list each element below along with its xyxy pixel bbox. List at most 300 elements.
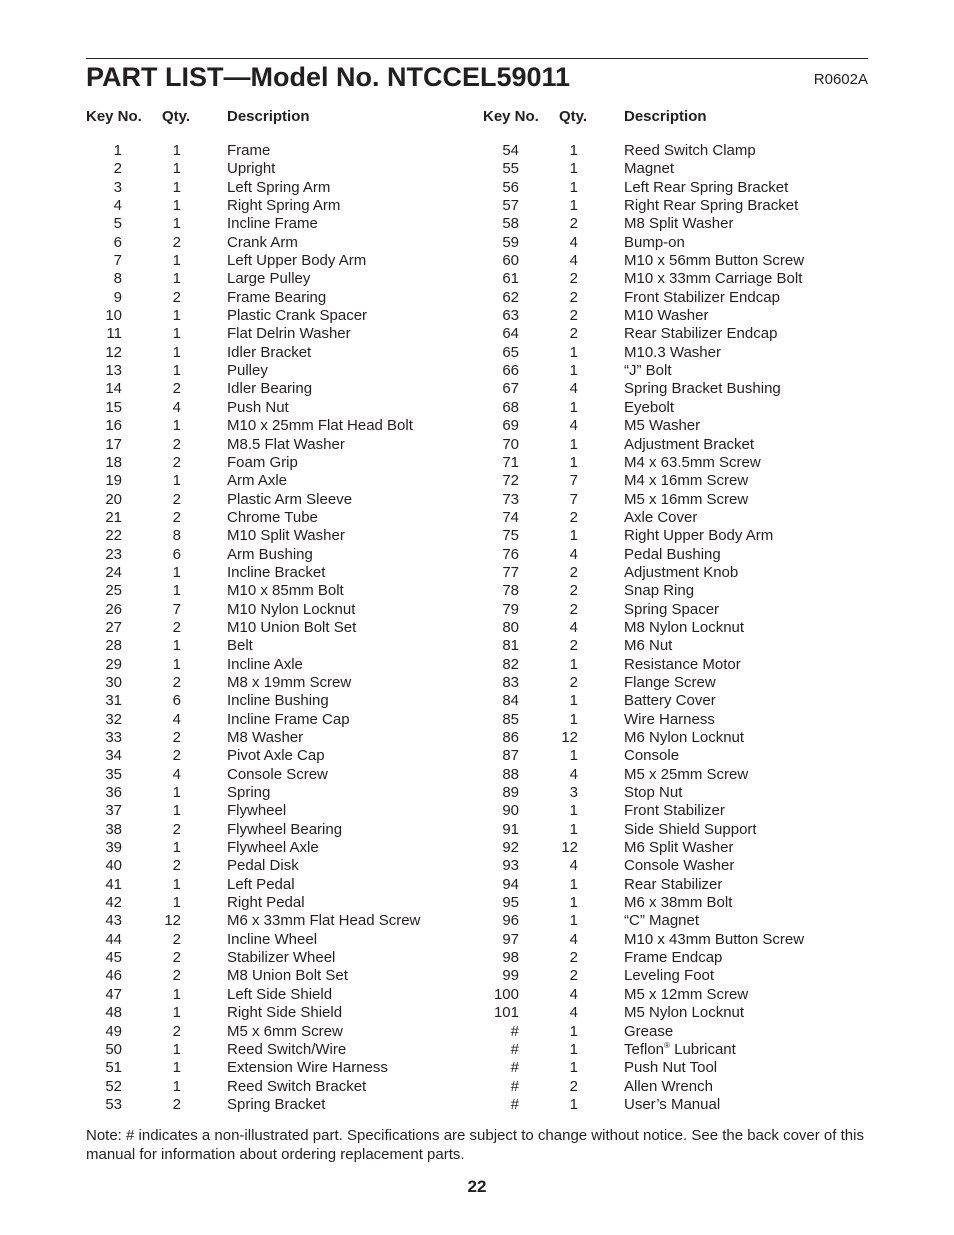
description-text: Crank Arm (227, 233, 298, 251)
description (624, 821, 757, 839)
key-number: 3 (113, 178, 122, 196)
top-rule (86, 58, 868, 59)
quantity: 1 (172, 270, 181, 288)
description (624, 509, 697, 527)
description (624, 454, 761, 472)
table-row (86, 656, 486, 674)
description-text: M6 x 33mm Flat Head Screw (227, 912, 421, 930)
description-text: M10 x 56mm Button Screw (624, 252, 805, 270)
description-text: M6 Split Washer (624, 839, 734, 857)
description (227, 711, 350, 729)
quantity: 1 (172, 563, 181, 581)
quantity: 2 (569, 637, 578, 655)
table-row (86, 986, 486, 1004)
table-row (86, 1023, 486, 1041)
table-row (483, 876, 883, 894)
quantity: 1 (172, 472, 181, 490)
quantity: 7 (172, 600, 181, 618)
table-row (483, 802, 883, 820)
description (624, 142, 756, 160)
table-row (483, 894, 883, 912)
key-number: 97 (502, 930, 519, 948)
description-text: Spring Bracket (227, 1095, 326, 1113)
description-text: Adjustment Knob (624, 563, 739, 581)
description-text: Right Pedal (227, 894, 305, 912)
table-row (483, 215, 883, 233)
description-text: M10 Union Bolt Set (227, 618, 357, 636)
header-description: Description (624, 108, 707, 125)
key-number: 16 (105, 417, 122, 435)
description-text: Pivot Axle Cap (227, 747, 325, 765)
description (227, 1059, 388, 1077)
document-number: R0602A (813, 71, 868, 88)
key-number: 26 (105, 600, 122, 618)
table-row (483, 270, 883, 288)
quantity: 4 (569, 380, 578, 398)
description-text: Console (624, 747, 680, 765)
description (624, 325, 777, 343)
quantity: 4 (569, 417, 578, 435)
description (624, 711, 715, 729)
description-text: Left Side Shield (227, 985, 333, 1003)
key-number: 63 (502, 307, 519, 325)
key-number: 80 (502, 618, 519, 636)
description-text: Allen Wrench (624, 1077, 713, 1095)
description (227, 729, 303, 747)
quantity: 2 (172, 673, 181, 691)
description-text: Spring Spacer (624, 600, 720, 618)
description-text: Upright (227, 160, 276, 178)
description (227, 307, 367, 325)
description-text: User’s Manual (624, 1095, 721, 1113)
quantity: 2 (569, 508, 578, 526)
key-number: 13 (105, 362, 122, 380)
description (624, 527, 773, 545)
description-text: Rear Stabilizer (624, 875, 723, 893)
table-row (483, 344, 883, 362)
description-text: Arm Axle (227, 472, 288, 490)
key-number: 61 (502, 270, 519, 288)
table-row (483, 289, 883, 307)
table-row (483, 380, 883, 398)
quantity: 1 (569, 747, 578, 765)
table-row (86, 160, 486, 178)
description-text: “C” Magnet (624, 912, 700, 930)
quantity: 1 (172, 252, 181, 270)
description (227, 215, 318, 233)
description (227, 656, 303, 674)
description (227, 637, 253, 655)
description (624, 802, 725, 820)
description-text: M8 Union Bolt Set (227, 967, 348, 985)
table-row (86, 491, 486, 509)
table-row (86, 252, 486, 270)
table-row (86, 417, 486, 435)
description-text: Console Washer (624, 857, 735, 875)
key-number: 41 (105, 875, 122, 893)
key-number: 89 (502, 784, 519, 802)
description (227, 967, 348, 985)
description (227, 839, 319, 857)
key-number: 64 (502, 325, 519, 343)
quantity: 1 (172, 362, 181, 380)
description-text: Foam Grip (227, 453, 298, 471)
key-number: 39 (105, 839, 122, 857)
table-row (86, 546, 486, 564)
description-text: Rear Stabilizer Endcap (624, 325, 778, 343)
description-text: Axle Cover (624, 508, 698, 526)
table-row (483, 509, 883, 527)
table-row (483, 674, 883, 692)
key-number: 29 (105, 655, 122, 673)
description-text: Leveling Foot (624, 967, 715, 985)
description (624, 967, 714, 985)
key-number: 50 (105, 1040, 122, 1058)
description-text: Chrome Tube (227, 508, 318, 526)
description (227, 1023, 343, 1041)
key-number: 18 (105, 453, 122, 471)
table-row (483, 637, 883, 655)
quantity: 1 (172, 894, 181, 912)
description-tail: Lubricant (669, 1040, 736, 1058)
key-number: 87 (502, 747, 519, 765)
description-text: M8 Nylon Locknut (624, 618, 745, 636)
table-row (86, 674, 486, 692)
key-number: 70 (502, 435, 519, 453)
quantity: 1 (569, 527, 578, 545)
quantity: 1 (172, 582, 181, 600)
table-row (483, 399, 883, 417)
table-row (86, 270, 486, 288)
quantity: 1 (172, 417, 181, 435)
description-text: “J” Bolt (624, 362, 672, 380)
description-text: M5 x 6mm Screw (227, 1022, 343, 1040)
key-number: 92 (502, 839, 519, 857)
quantity: 2 (569, 288, 578, 306)
key-number: 93 (502, 857, 519, 875)
description (624, 1096, 720, 1114)
table-row (483, 619, 883, 637)
quantity: 8 (172, 527, 181, 545)
table-row (86, 142, 486, 160)
description (227, 252, 366, 270)
key-number: 34 (105, 747, 122, 765)
quantity: 1 (172, 325, 181, 343)
description (227, 546, 313, 564)
quantity: 1 (172, 637, 181, 655)
quantity: 6 (172, 545, 181, 563)
key-number: 19 (105, 472, 122, 490)
description (227, 491, 352, 509)
table-row (86, 949, 486, 967)
description-text: Snap Ring (624, 582, 695, 600)
description-text: Bump-on (624, 233, 685, 251)
description (227, 857, 299, 875)
description (227, 509, 318, 527)
page-number: 22 (467, 1177, 487, 1196)
description-text: M4 x 16mm Screw (624, 472, 749, 490)
description-text: Side Shield Support (624, 820, 757, 838)
quantity: 2 (172, 967, 181, 985)
key-number: 65 (502, 343, 519, 361)
description-text: M5 x 25mm Screw (624, 765, 749, 783)
description (227, 894, 305, 912)
description-text: Pulley (227, 362, 268, 380)
description (624, 546, 721, 564)
table-row (86, 912, 486, 930)
key-number: 28 (105, 637, 122, 655)
description (227, 160, 275, 178)
table-row (483, 729, 883, 747)
description-text: Teflon (624, 1040, 665, 1058)
description-text: Push Nut Tool (624, 1059, 718, 1077)
description (227, 747, 325, 765)
description (227, 692, 329, 710)
table-row (86, 344, 486, 362)
description-text: Incline Bracket (227, 563, 326, 581)
description-text: Wire Harness (624, 710, 715, 728)
table-row (483, 307, 883, 325)
quantity: 2 (172, 820, 181, 838)
description (624, 894, 732, 912)
table-row (86, 564, 486, 582)
table-row (86, 234, 486, 252)
quantity: 2 (569, 1077, 578, 1095)
quantity: 2 (569, 673, 578, 691)
description (227, 472, 287, 490)
quantity: 4 (569, 233, 578, 251)
quantity: 1 (569, 894, 578, 912)
table-row (86, 289, 486, 307)
quantity: 1 (172, 1004, 181, 1022)
description (227, 1078, 366, 1096)
table-row (86, 729, 486, 747)
key-number: 23 (105, 545, 122, 563)
key-number: 36 (105, 784, 122, 802)
description-text: Push Nut (227, 398, 289, 416)
table-row (86, 1096, 486, 1114)
description (227, 289, 326, 307)
description-text: Reed Switch Clamp (624, 142, 756, 159)
description-text: M10 x 85mm Bolt (227, 582, 344, 600)
description (227, 1041, 346, 1059)
table-row (86, 325, 486, 343)
description-text: Flywheel Bearing (227, 820, 343, 838)
description (227, 142, 270, 160)
description (624, 766, 748, 784)
key-number: 94 (502, 875, 519, 893)
quantity: 1 (569, 142, 578, 159)
table-row (86, 637, 486, 655)
description-text: Incline Bushing (227, 692, 329, 710)
table-row (86, 1041, 486, 1059)
table-row (483, 986, 883, 1004)
quantity: 2 (569, 215, 578, 233)
key-number: 38 (105, 820, 122, 838)
key-number: 32 (105, 710, 122, 728)
quantity: 1 (569, 343, 578, 361)
quantity: 2 (172, 380, 181, 398)
quantity: 6 (172, 692, 181, 710)
table-row (483, 234, 883, 252)
table-row (483, 252, 883, 270)
table-row (483, 454, 883, 472)
quantity: 2 (172, 930, 181, 948)
description-text: Idler Bearing (227, 380, 313, 398)
description (624, 857, 734, 875)
key-number: 44 (105, 930, 122, 948)
quantity: 4 (172, 398, 181, 416)
quantity: 2 (172, 618, 181, 636)
table-row (483, 839, 883, 857)
description (624, 1004, 744, 1022)
description-text: Spring Bracket Bushing (624, 380, 781, 398)
key-number: 73 (502, 490, 519, 508)
description-text: Magnet (624, 160, 675, 178)
description (624, 1041, 736, 1059)
quantity: 1 (172, 142, 181, 159)
description (624, 344, 721, 362)
table-row (86, 509, 486, 527)
quantity: 2 (172, 1022, 181, 1040)
table-row (483, 1041, 883, 1059)
quantity: 1 (569, 160, 578, 178)
table-row (483, 656, 883, 674)
quantity: 1 (172, 160, 181, 178)
table-row (483, 784, 883, 802)
description-text: Front Stabilizer Endcap (624, 288, 780, 306)
table-row (86, 472, 486, 490)
key-number: # (510, 1059, 519, 1077)
description (624, 197, 798, 215)
registered-mark: ® (664, 1040, 670, 1050)
quantity: 1 (569, 912, 578, 930)
quantity: 2 (569, 600, 578, 618)
description-text: Left Rear Spring Bracket (624, 178, 789, 196)
description (624, 656, 741, 674)
description-text: Stop Nut (624, 784, 683, 802)
description (624, 784, 682, 802)
description (227, 325, 351, 343)
description (227, 949, 335, 967)
key-number: 49 (105, 1022, 122, 1040)
quantity: 1 (172, 343, 181, 361)
header-key-no: Key No. (86, 108, 142, 125)
table-row (86, 380, 486, 398)
key-number: 60 (502, 252, 519, 270)
description-text: M10 x 33mm Carriage Bolt (624, 270, 803, 288)
key-number: 27 (105, 618, 122, 636)
key-number: 17 (105, 435, 122, 453)
description-text: Incline Wheel (227, 930, 318, 948)
quantity: 1 (172, 1040, 181, 1058)
page-title: PART LIST—Model No. NTCCEL59011 (86, 62, 571, 92)
parts-column-right (483, 108, 883, 1113)
key-number: 22 (105, 527, 122, 545)
key-number: 68 (502, 398, 519, 416)
description (624, 839, 733, 857)
quantity: 1 (569, 1040, 578, 1058)
quantity: 1 (569, 1095, 578, 1113)
description (227, 344, 311, 362)
description-text: Plastic Crank Spacer (227, 307, 368, 325)
table-row (483, 931, 883, 949)
key-number: # (510, 1040, 519, 1058)
quantity: 2 (569, 325, 578, 343)
key-number: 67 (502, 380, 519, 398)
key-number: 62 (502, 288, 519, 306)
table-row (86, 766, 486, 784)
key-number: 100 (493, 985, 519, 1003)
description-text: Reed Switch/Wire (227, 1040, 347, 1058)
key-number: 82 (502, 655, 519, 673)
table-row (483, 417, 883, 435)
description-text: Resistance Motor (624, 655, 741, 673)
key-number: 25 (105, 582, 122, 600)
key-number: 31 (105, 692, 122, 710)
description-text: M10 Split Washer (227, 527, 345, 545)
description-text: Plastic Arm Sleeve (227, 490, 353, 508)
description-text: Flywheel (227, 802, 287, 820)
description (227, 784, 270, 802)
quantity: 1 (569, 1022, 578, 1040)
description (624, 1059, 717, 1077)
table-row (86, 601, 486, 619)
table-row (483, 1078, 883, 1096)
description-text: M8 x 19mm Screw (227, 673, 352, 691)
key-number: 77 (502, 563, 519, 581)
key-number: 79 (502, 600, 519, 618)
key-number: 15 (105, 398, 122, 416)
table-row (86, 857, 486, 875)
key-number: 43 (105, 912, 122, 930)
description (624, 692, 716, 710)
key-number: 40 (105, 857, 122, 875)
table-row (483, 857, 883, 875)
table-row (483, 711, 883, 729)
description-text: M6 Nut (624, 637, 673, 655)
column-header (86, 108, 486, 128)
description (624, 637, 672, 655)
description-text: Flange Screw (624, 673, 716, 691)
table-row (483, 197, 883, 215)
quantity: 2 (172, 453, 181, 471)
description (227, 527, 345, 545)
description-text: Incline Axle (227, 655, 303, 673)
quantity: 1 (172, 784, 181, 802)
table-row (86, 215, 486, 233)
description (227, 270, 310, 288)
table-row (86, 436, 486, 454)
key-number: 99 (502, 967, 519, 985)
quantity: 1 (569, 453, 578, 471)
key-number: 84 (502, 692, 519, 710)
quantity: 2 (172, 1095, 181, 1113)
quantity: 2 (569, 270, 578, 288)
description-text: Right Spring Arm (227, 197, 341, 215)
quantity: 1 (172, 1059, 181, 1077)
description-text: M10.3 Washer (624, 343, 721, 361)
quantity: 1 (172, 839, 181, 857)
table-row (86, 582, 486, 600)
quantity: 2 (569, 582, 578, 600)
key-number: 56 (502, 178, 519, 196)
quantity: 1 (172, 655, 181, 673)
description (624, 215, 733, 233)
description (624, 472, 748, 490)
quantity: 1 (172, 178, 181, 196)
description (227, 766, 328, 784)
